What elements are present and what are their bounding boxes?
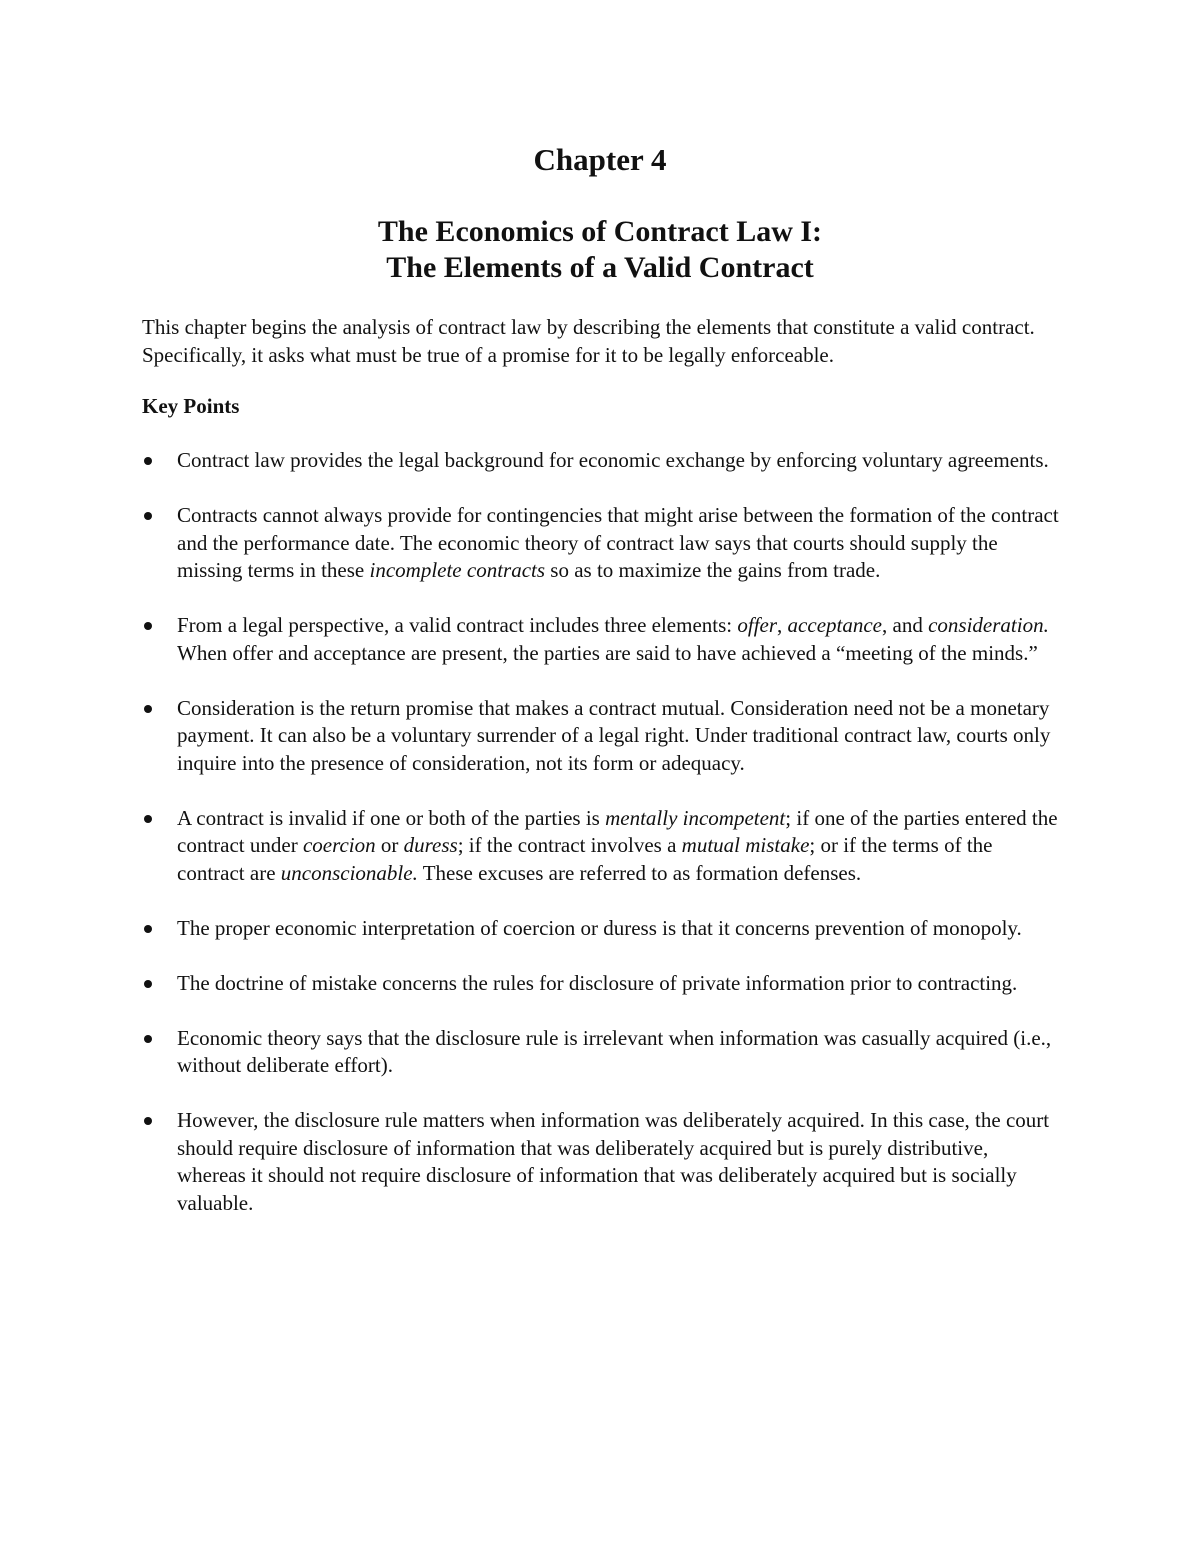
key-point-segment: These excuses are referred to as formation defenses. [417, 860, 862, 885]
key-point-segment: From a legal perspective, a valid contract includes three elements: [177, 613, 738, 637]
key-point-item [142, 1107, 1062, 1217]
key-point-segment: Economic theory says that the disclosure rule is irrelevant when information was casually acquired (i.e., without deliberate effort). [177, 1025, 1052, 1077]
key-point-emphasis: incomplete contracts [369, 558, 546, 582]
key-point-segment: A contract is invalid if one or both of the parties is [177, 805, 606, 830]
bullet-icon [144, 512, 152, 520]
key-points-heading: Key Points [142, 394, 240, 418]
key-point-emphasis: acceptance [787, 613, 882, 637]
key-point-segment: ; if one of the parties entered the contract under [177, 805, 1058, 857]
key-point-text [177, 695, 1062, 778]
key-point-text [177, 1025, 1062, 1080]
bullet-icon [144, 925, 152, 933]
key-point-text [177, 447, 1062, 475]
bullet-icon [144, 457, 152, 465]
chapter-title [0, 214, 1200, 286]
key-point-segment: ; if the contract involves a [457, 833, 682, 857]
key-point-segment: ; or if the terms of the contract are [177, 833, 993, 885]
key-point-segment: , and [882, 613, 929, 637]
key-point-emphasis: unconscionable. [280, 860, 418, 885]
key-point-text [177, 612, 1062, 667]
key-point-text [177, 805, 1062, 888]
key-point-segment: Contracts cannot always provide for contingencies that might arise between the formation of the contract and the performance date. The economic theory of contract law says that courts should supply the missing terms in these [177, 503, 1059, 582]
key-point-segment: Consideration is the return promise that makes a contract mutual. Consideration need not be a monetary payment. It can also be a voluntary surrender of a legal right. Under traditional contract law, courts only inquire into the presence of consideration, not its form or adequacy. [177, 695, 1051, 775]
key-point-item [142, 970, 1062, 998]
key-point-text [177, 1107, 1062, 1217]
key-point-item [142, 447, 1062, 475]
key-point-emphasis: mentally incompetent [605, 805, 786, 830]
key-point-segment: However, the disclosure rule matters when information was deliberately acquired. In this case, the court should require disclosure of information that was deliberately acquired but is purely distributive, whereas it should not require disclosure of information that was deliberately acquired but is socially valuable. [177, 1108, 1050, 1215]
bullet-icon [144, 1035, 152, 1043]
bullet-icon [144, 980, 152, 988]
intro-paragraph: This chapter begins the analysis of contract law by describing the elements that constitute a valid contract. Specifically, it asks what must be true of a promise for it to be legally enforceable. [142, 315, 1035, 367]
key-point-segment: The doctrine of mistake concerns the rules for disclosure of private information prior to contracting. [177, 970, 1018, 995]
bullet-icon [144, 815, 152, 823]
key-point-segment: , [777, 613, 788, 637]
key-point-emphasis: coercion [302, 833, 376, 857]
chapter-title-line-2: The Elements of a Valid Contract [386, 251, 814, 284]
key-point-segment: When offer and acceptance are present, the parties are said to have achieved a “meeting of the minds.” [177, 640, 1038, 665]
key-point-item [142, 502, 1062, 585]
key-point-segment: Contract law provides the legal background for economic exchange by enforcing voluntary agreements. [177, 448, 1049, 472]
key-points-list [142, 447, 1062, 1245]
key-point-segment: so as to maximize the gains from trade. [545, 558, 881, 582]
key-point-emphasis: consideration. [928, 613, 1049, 637]
key-point-item [142, 695, 1062, 778]
key-point-item [142, 1025, 1062, 1080]
bullet-icon [144, 705, 152, 713]
bullet-icon [144, 1117, 152, 1125]
key-point-item [142, 612, 1062, 667]
key-point-segment: The proper economic interpretation of coercion or duress is that it concerns prevention of monopoly. [177, 915, 1022, 940]
chapter-label: Chapter 4 [533, 142, 667, 177]
chapter-title-line-1: The Economics of Contract Law I: [377, 215, 823, 248]
key-point-text [177, 915, 1062, 943]
key-point-segment: or [375, 833, 404, 857]
key-point-emphasis: offer [737, 613, 778, 637]
key-point-emphasis: duress [403, 833, 458, 857]
key-point-item [142, 915, 1062, 943]
key-point-text [177, 502, 1062, 585]
bullet-icon [144, 622, 152, 630]
key-point-text [177, 970, 1062, 998]
key-point-emphasis: mutual mistake [681, 833, 810, 857]
key-point-item [142, 805, 1062, 888]
